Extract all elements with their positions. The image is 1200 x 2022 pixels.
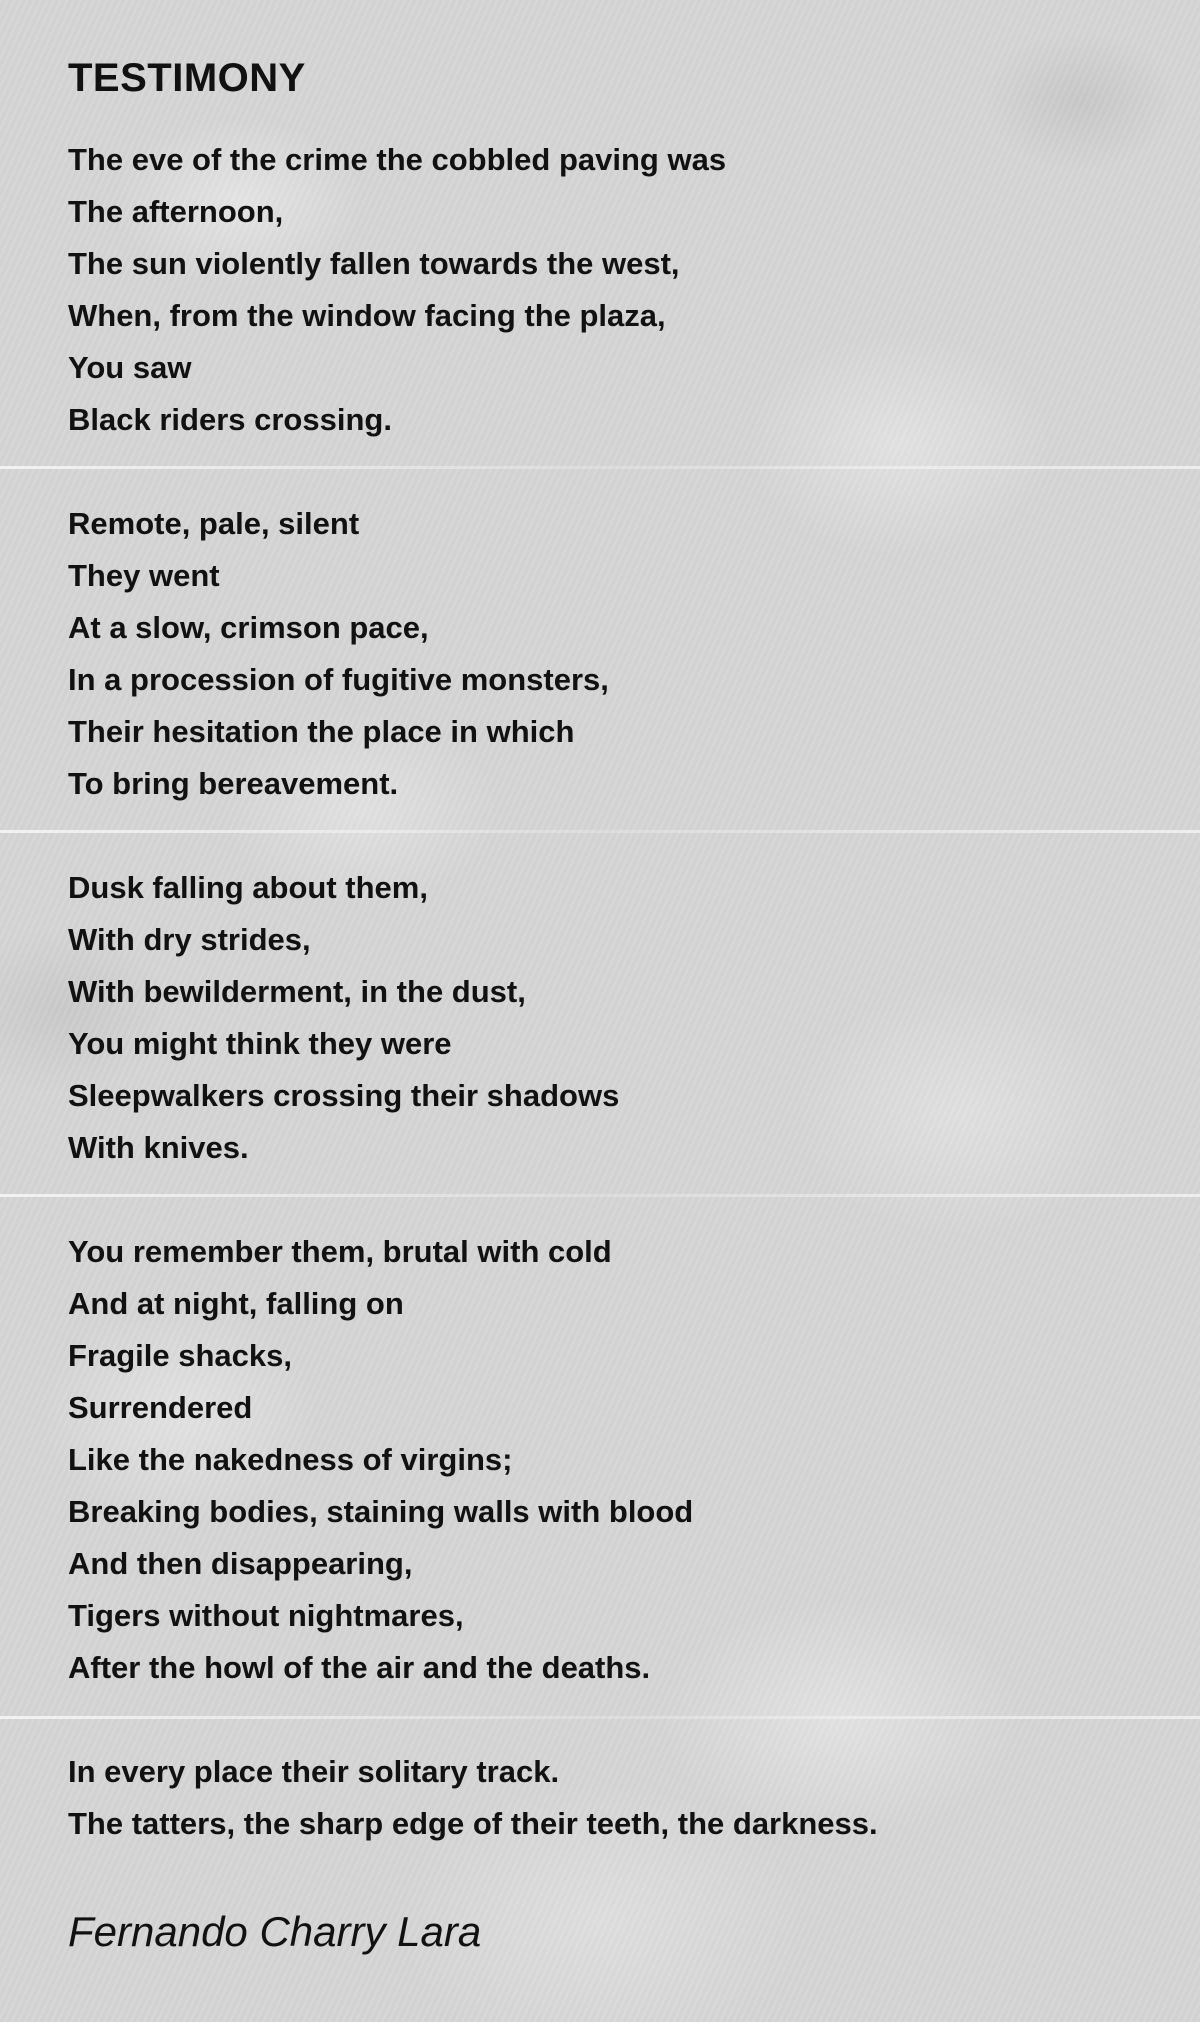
poem-line: And at night, falling on: [68, 1286, 404, 1321]
poem-line: The sun violently fallen towards the west,: [68, 246, 680, 281]
poem-line: Breaking bodies, staining walls with blood: [68, 1494, 694, 1529]
poem-line: Remote, pale, silent: [68, 506, 360, 541]
poem-line: The tatters, the sharp edge of their teeth, the darkness.: [68, 1806, 878, 1841]
poem-line: Sleepwalkers crossing their shadows: [68, 1078, 620, 1113]
poem-line: The eve of the crime the cobbled paving was: [68, 142, 727, 177]
poem-line: In a procession of fugitive monsters,: [68, 662, 609, 697]
poem-line: With dry strides,: [68, 922, 311, 957]
poem-line: Their hesitation the place in which: [68, 714, 575, 749]
poem-line: Black riders crossing.: [68, 402, 392, 437]
stanza: [68, 862, 1148, 1174]
poem-line: Like the nakedness of virgins;: [68, 1442, 513, 1477]
poem-line: To bring bereavement.: [68, 766, 399, 801]
poem-author: Fernando Charry Lara: [68, 1908, 482, 1955]
poem-line: Tigers without nightmares,: [68, 1598, 464, 1633]
poem-line: With knives.: [68, 1130, 249, 1165]
poem-line: When, from the window facing the plaza,: [68, 298, 666, 333]
poem-line: You saw: [68, 350, 192, 385]
stanza: [68, 1746, 1148, 1850]
poem-line: Dusk falling about them,: [68, 870, 428, 905]
poem-line: In every place their solitary track.: [68, 1754, 560, 1789]
stanza: [68, 1226, 1148, 1694]
poem-line: You might think they were: [68, 1026, 452, 1061]
stanza: [68, 498, 1148, 810]
poem-line: They went: [68, 558, 220, 593]
poem-container: [68, 50, 1148, 1962]
poem-line: With bewilderment, in the dust,: [68, 974, 526, 1009]
poem-line: And then disappearing,: [68, 1546, 413, 1581]
poem-title: TESTIMONY: [68, 56, 306, 100]
poem-line: You remember them, brutal with cold: [68, 1234, 612, 1269]
stanza: [68, 134, 1148, 446]
poem-line: After the howl of the air and the deaths.: [68, 1650, 651, 1685]
poem-line: The afternoon,: [68, 194, 284, 229]
poem-line: At a slow, crimson pace,: [68, 610, 429, 645]
poem-line: Surrendered: [68, 1390, 253, 1425]
poem-line: Fragile shacks,: [68, 1338, 293, 1373]
